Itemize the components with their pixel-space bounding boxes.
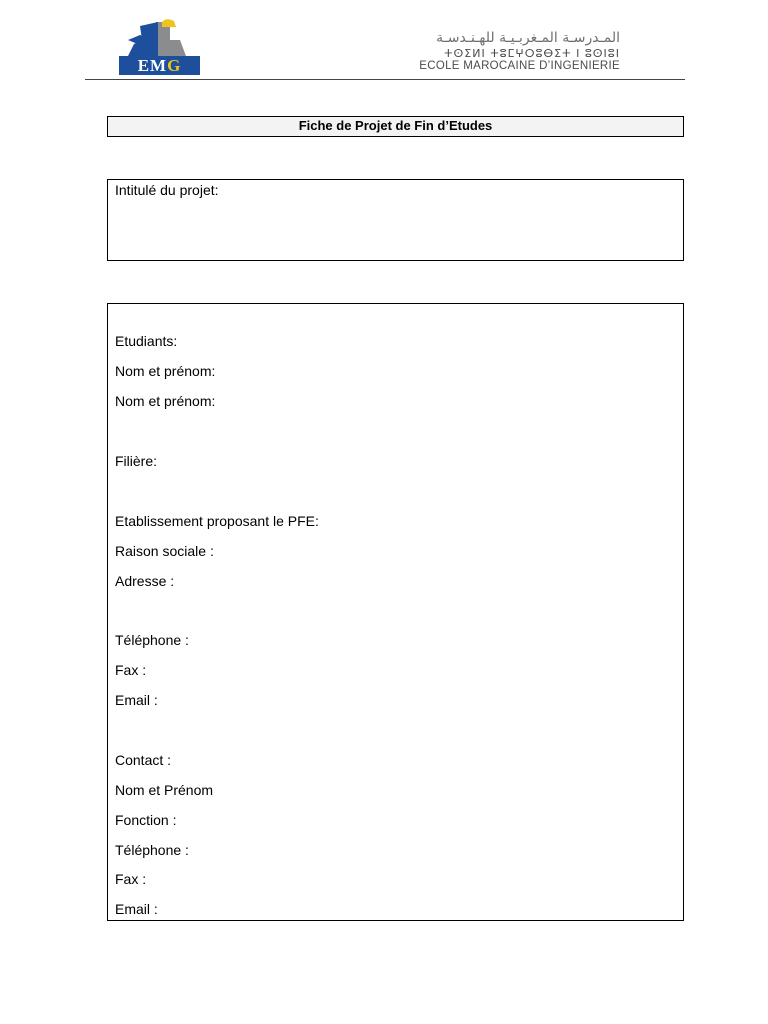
company-address-field[interactable]: Adresse : — [115, 573, 175, 589]
header-divider — [85, 79, 685, 80]
form-title: Fiche de Projet de Fin d’Etudes — [107, 116, 684, 137]
project-title-box[interactable] — [107, 179, 684, 261]
contact-label: Contact : — [115, 752, 172, 768]
school-name-tifinagh: ⵜⵙⵉⵍⵏ ⵜⵓⵎⵖⵔⵓⴱⵉⵜ ⵏ ⵓⵙⵏⵓⵏ — [444, 47, 620, 60]
logo-letter-m: M — [150, 56, 168, 75]
contact-phone-field[interactable]: Téléphone : — [115, 842, 189, 858]
company-label: Etablissement proposant le PFE: — [115, 513, 319, 529]
student-2-name-field[interactable]: Nom et prénom: — [115, 393, 216, 409]
student-1-name-field[interactable]: Nom et prénom: — [115, 363, 216, 379]
contact-function-field[interactable]: Fonction : — [115, 812, 177, 828]
logo-text — [119, 56, 200, 75]
logo-letter-e: E — [137, 56, 151, 75]
contact-fax-field[interactable]: Fax : — [115, 871, 147, 887]
page-header — [0, 0, 768, 82]
company-name-field[interactable]: Raison sociale : — [115, 543, 214, 559]
filiere-field[interactable]: Filière: — [115, 453, 158, 469]
school-name-arabic: المـدرسـة المـغربـيـة للهـنـدسـة — [436, 30, 620, 46]
project-info-box — [107, 303, 684, 921]
company-fax-field[interactable]: Fax : — [115, 662, 147, 678]
students-label: Etudiants: — [115, 333, 178, 349]
school-name — [419, 30, 620, 73]
school-name-french: ECOLE MAROCAINE D’INGENIERIE — [419, 60, 620, 72]
contact-email-field[interactable]: Email : — [115, 901, 158, 917]
contact-name-field[interactable]: Nom et Prénom — [115, 782, 214, 798]
logo-letter-g: G — [167, 56, 182, 75]
project-title-label: Intitulé du projet: — [115, 182, 219, 198]
company-email-field[interactable]: Email : — [115, 692, 158, 708]
company-phone-field[interactable]: Téléphone : — [115, 632, 189, 648]
emg-logo — [118, 18, 202, 76]
